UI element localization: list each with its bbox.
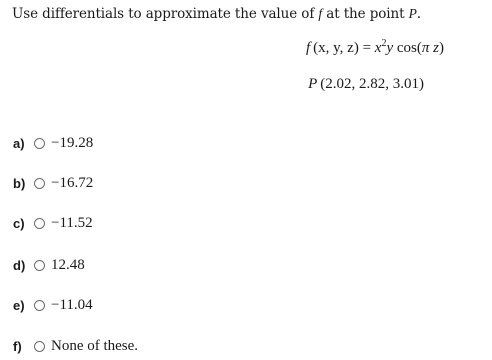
formula-exponent: 2 [381, 38, 387, 49]
point-label: P [308, 76, 318, 92]
option-value: None of these. [51, 337, 139, 354]
radio-button-c[interactable] [34, 218, 45, 229]
option-value: −11.04 [51, 296, 93, 313]
option-value: −11.52 [51, 214, 93, 231]
radio-button-a[interactable] [34, 138, 45, 149]
question-suffix: . [416, 6, 421, 22]
option-letter: c) [13, 215, 25, 231]
formula-pi: π [421, 40, 430, 56]
option-value: −16.72 [51, 174, 94, 191]
question-point-symbol: P [408, 6, 417, 21]
formula-equals: = [358, 40, 375, 56]
formula-x: x [374, 40, 382, 56]
option-value: 12.48 [51, 256, 85, 273]
question-middle: at the point [322, 6, 409, 22]
function-formula [306, 40, 444, 57]
radio-button-b[interactable] [34, 178, 45, 189]
formula-cos: cos( [393, 40, 422, 56]
option-value: −19.28 [51, 134, 94, 151]
option-letter: a) [13, 135, 25, 151]
option-b[interactable] [13, 172, 93, 194]
point-coordinates: (2.02, 2.82, 3.01) [317, 76, 424, 92]
radio-button-f[interactable] [34, 341, 45, 352]
option-letter: b) [13, 175, 26, 191]
option-letter: f) [13, 338, 22, 354]
option-a[interactable] [13, 132, 93, 154]
option-d[interactable] [13, 254, 85, 276]
option-c[interactable] [13, 212, 93, 234]
option-letter: d) [13, 257, 26, 273]
option-e[interactable] [13, 294, 93, 316]
option-letter: e) [13, 297, 25, 313]
question-text [12, 6, 421, 22]
option-f[interactable] [13, 335, 138, 357]
formula-f: f [305, 40, 311, 56]
radio-button-d[interactable] [34, 260, 45, 271]
question-function-symbol: f [318, 6, 323, 21]
formula-close-paren: ) [439, 40, 444, 56]
question-prefix: Use differentials to approximate the value of [12, 6, 319, 22]
point-definition [308, 76, 424, 93]
radio-button-e[interactable] [34, 300, 45, 311]
formula-z: z [429, 40, 439, 56]
formula-args: (x, y, z) [310, 40, 359, 56]
formula-y: y [386, 40, 394, 56]
